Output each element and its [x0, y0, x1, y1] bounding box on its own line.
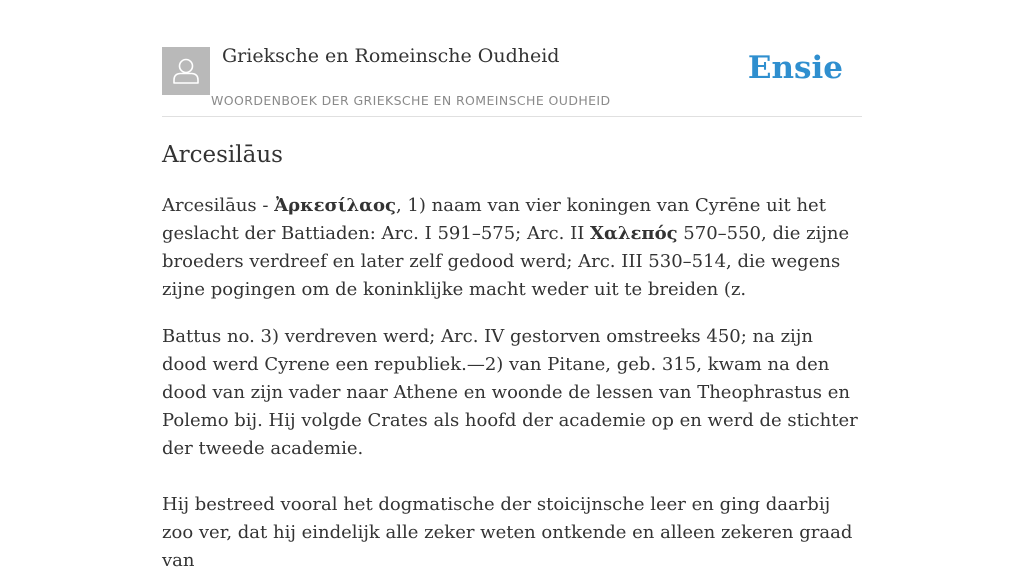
paragraph-text: 570–550, die zijne broeders verdreef en later zelf gedood werd; Arc. III 530–514, die wegens zijne pogingen om de koninklijke macht weder uit te breiden (z.: [162, 223, 850, 300]
entry-paragraph-2: Battus no. 3) verdreven werd; Arc. IV gestorven omstreeks 450; na zijn dood werd Cyrene een republiek.—2) van Pitane, geb. 315, kwam na den dood van zijn vader naar Athene en woonde de lessen van Theophrastus en Polemo bij. Hij volgde Crates als hoofd der academie op en werd de stichter der tweede academie.: [162, 326, 858, 459]
entry-content: [162, 138, 862, 575]
greek-term-arkesilaos: Ἀρκεσίλαος: [274, 195, 396, 216]
source-subtitle[interactable]: WOORDENBOEK DER GRIEKSCHE EN ROMEINSCHE OUDHEID: [211, 93, 611, 108]
paragraph-text: , 1) naam van vier koningen van Cyrēne uit het geslacht der Battiaden: Arc. I 591–575; Arc. II: [162, 195, 826, 244]
source-header: [162, 0, 862, 117]
ensie-logo[interactable]: Ensie: [747, 50, 843, 86]
entry-paragraph-3: Hij bestreed vooral het dogmatische der stoicijnsche leer en ging daarbij zoo ver, dat hij eindelijk alle zeker weten ontkende en alleen zekeren graad van: [162, 494, 853, 571]
source-title[interactable]: Grieksche en Romeinsche Oudheid: [222, 45, 560, 67]
entry-title: Arcesilāus: [162, 142, 283, 168]
user-avatar-icon[interactable]: [162, 47, 210, 95]
greek-term-chalepos: Χαλεπός: [590, 223, 678, 244]
entry-headword: Arcesilāus -: [162, 195, 275, 216]
entry-paragraph-1: [162, 192, 862, 304]
